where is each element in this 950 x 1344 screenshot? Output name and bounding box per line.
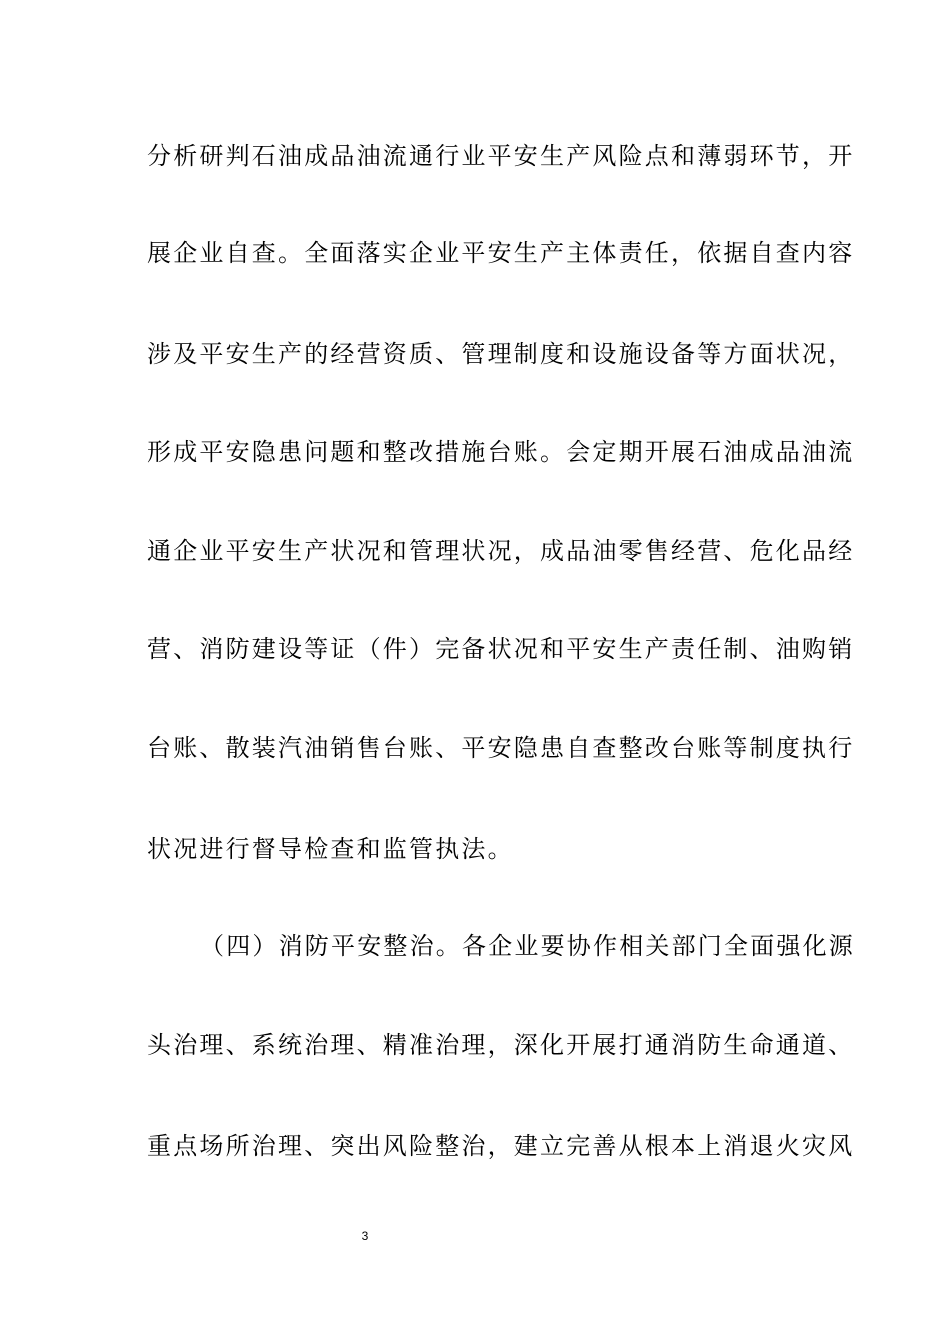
body-text-line: 通企业平安生产状况和管理状况，成品油零售经营、危化品经 <box>147 537 855 565</box>
page-number: 3 <box>361 1229 369 1243</box>
body-text-line: 分析研判石油成品油流通行业平安生产风险点和薄弱环节，开 <box>147 142 855 170</box>
body-text-line: 头治理、系统治理、精准治理，深化开展打通消防生命通道、 <box>147 1031 855 1059</box>
body-text-line: 营、消防建设等证（件）完备状况和平安生产责任制、油购销 <box>147 635 855 663</box>
body-text-line: 状况进行督导检查和监管执法。 <box>147 835 514 863</box>
body-text-line: 形成平安隐患问题和整改措施台账。会定期开展石油成品油流 <box>147 438 855 466</box>
body-text-line: 台账、散装汽油销售台账、平安隐患自查整改台账等制度执行 <box>147 734 855 762</box>
body-text-line: 涉及平安生产的经营资质、管理制度和设施设备等方面状况， <box>147 340 855 368</box>
body-text-line: 展企业自查。全面落实企业平安生产主体责任，依据自查内容 <box>147 239 855 267</box>
section-heading-paragraph-line: （四）消防平安整治。各企业要协作相关部门全面强化源 <box>200 932 855 960</box>
body-text-line: 重点场所治理、突出风险整治，建立完善从根本上消退火灾风 <box>147 1132 855 1160</box>
